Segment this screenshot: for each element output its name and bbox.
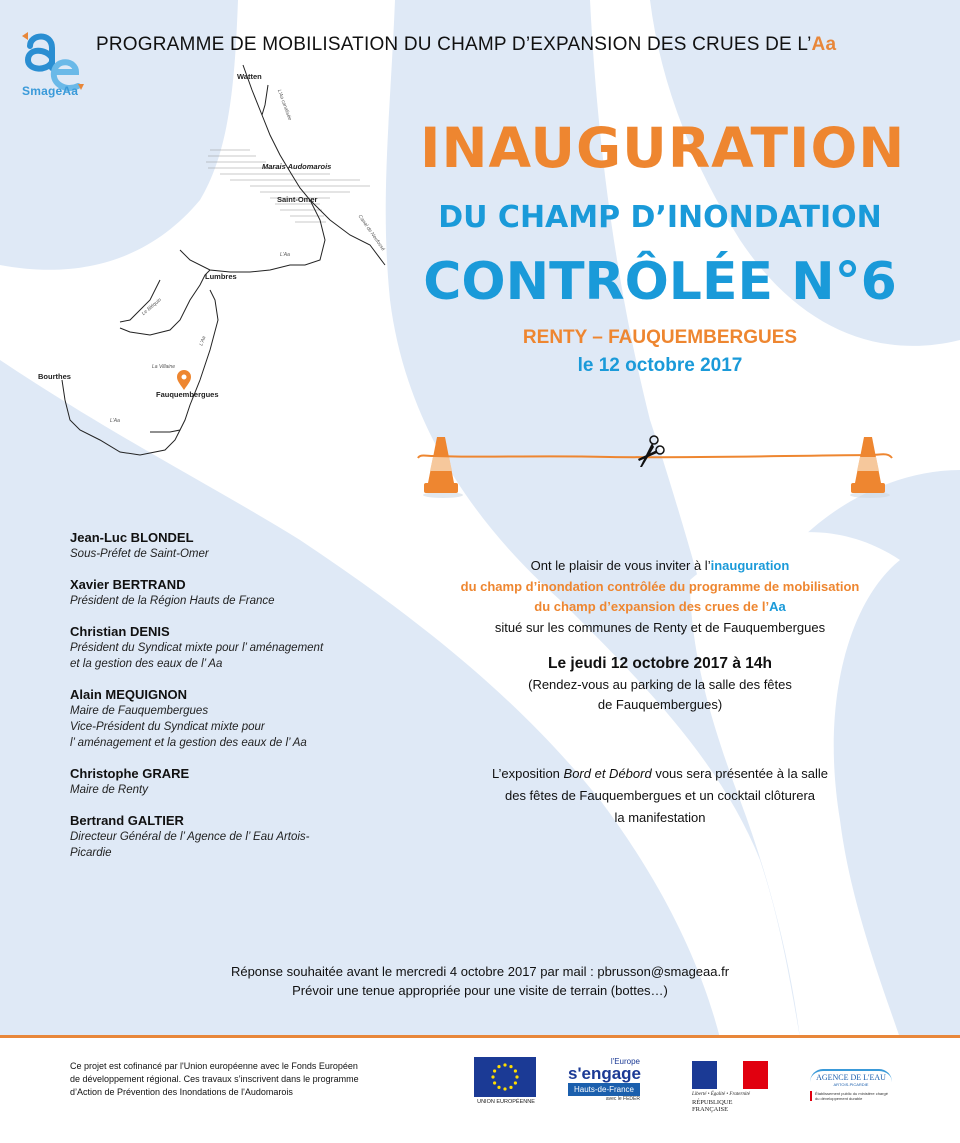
marianne-flag-icon — [692, 1061, 768, 1089]
eu-logo: UNION EUROPÉENNE — [474, 1057, 538, 1107]
map-label-bourthes: Bourthes — [38, 372, 71, 381]
official-item — [70, 530, 380, 562]
official-role: Sous-Préfet de Saint-Omer — [70, 548, 209, 560]
title-block — [420, 116, 906, 378]
title-accent-aa: Aa — [811, 34, 837, 55]
official-name: Jean-Luc BLONDEL — [70, 530, 194, 545]
map-label-laa-lower: L'Aa — [110, 418, 120, 424]
map-label-aa-canalisee: L'Aa canalisée — [275, 88, 293, 122]
map-label-canal-neufosse: Canal de Neufossé — [356, 213, 386, 253]
cofinancing-text: Ce projet est cofinancé par l'Union européenne avec le Fonds Européen de développement régional. Ces travaux s’inscrivent dans le programme d’Action de Prévention des Inondations de l'Audomarois — [70, 1061, 359, 1097]
official-role: Président du Syndicat mixte pour l’ aménagement — [70, 642, 324, 654]
map-label-fauquembergues: Fauquembergues — [156, 390, 219, 399]
exhibition-line-2: des fêtes de Fauquembergues et un cocktail clôturera — [504, 788, 815, 803]
official-role: l’ aménagement et la gestion des eaux de l’ Aa — [70, 737, 307, 749]
rsvp-block — [100, 962, 860, 1000]
traffic-cone-right-icon — [850, 437, 890, 498]
official-item — [70, 577, 380, 609]
title-date: le 12 octobre 2017 — [577, 355, 743, 376]
map-label-laa-upper: L'Aa — [280, 252, 290, 258]
official-name: Alain MEQUIGNON — [70, 687, 188, 702]
location-pin-icon — [176, 370, 192, 390]
logo-text: SmageAa — [22, 84, 79, 98]
exhibition-line-1: L’exposition Bord et Débord vous sera présentée à la salle — [491, 766, 829, 781]
map-label-blequin: Le Bléquin — [140, 297, 163, 317]
official-item — [70, 624, 380, 672]
official-role: Maire de Renty — [70, 784, 148, 796]
map-label-saint-omer: Saint-Omer — [277, 195, 318, 204]
map-label-marais: Marais Audomarois — [262, 162, 332, 171]
map-label-watten: Watten — [237, 72, 262, 81]
official-role: Maire de Fauquembergues — [70, 705, 209, 717]
rsvp-line: Réponse souhaitée avant le mercredi 4 octobre 2017 par mail : pbrusson@smageaa.fr — [230, 964, 730, 979]
ribbon-cutting-illustration — [410, 425, 900, 505]
title-inauguration: INAUGURATION — [420, 116, 906, 180]
meeting-point-line-2: de Fauquembergues) — [597, 697, 723, 712]
program-title: PROGRAMME DE MOBILISATION DU CHAMP D’EXPANSION DES CRUES DE L’Aa — [96, 34, 837, 55]
official-role: et la gestion des eaux de l’ Aa — [70, 658, 223, 670]
scissors-icon — [638, 436, 664, 467]
official-name: Christian DENIS — [70, 624, 170, 639]
traffic-cone-left-icon — [423, 437, 463, 498]
invite-line-3: du champ d’expansion des crues de l’Aa — [534, 599, 786, 614]
official-role: Président de la Région Hauts de France — [70, 595, 275, 607]
europe-hauts-de-france-logo: l'Europe s'engage Hauts-de-France avec le FEDER — [568, 1057, 642, 1102]
agence-de-l-eau-logo: AGENCE DE L'EAU ARTOIS-PICARDIE Établissement public du ministère chargé du développement durable — [810, 1069, 892, 1105]
officials-list — [70, 530, 380, 876]
invite-line-2: du champ d’inondation contrôlée du programme de mobilisation — [460, 578, 860, 594]
republique-francaise-logo: Liberté • Égalité • Fraternité RÉPUBLIQUE FRANÇAISE — [692, 1061, 768, 1109]
map-label-lumbres: Lumbres — [205, 272, 237, 281]
meeting-point-line-1: (Rendez-vous au parking de la salle des fêtes — [528, 677, 792, 692]
river-lines-icon — [30, 60, 410, 460]
event-datetime: Le jeudi 12 octobre 2017 à 14h — [548, 655, 772, 672]
exhibition-line-3: la manifestation — [614, 810, 706, 825]
official-item — [70, 687, 380, 751]
title-controlee: CONTRÔLÉE N°6 — [423, 252, 897, 312]
map-label-laa-mid: L'Aa — [198, 335, 208, 347]
title-location: RENTY – FAUQUEMBERGUES — [522, 327, 798, 348]
official-name: Xavier BERTRAND — [70, 577, 186, 592]
invitation-text — [420, 556, 900, 829]
official-item — [70, 813, 380, 861]
eu-flag-icon — [474, 1057, 536, 1097]
invite-line-1: Ont le plaisir de vous inviter à l’inauguration — [530, 558, 790, 573]
official-role: Directeur Général de l’ Agence de l’ Eau Artois- — [70, 831, 310, 843]
official-name: Christophe GRARE — [70, 766, 190, 781]
river-map — [30, 60, 410, 460]
official-item — [70, 766, 380, 798]
dress-code-line: Prévoir une tenue appropriée pour une visite de terrain (bottes…) — [292, 983, 668, 998]
map-label-la-vilaine: La Villaine — [152, 364, 175, 370]
official-role: Vice-Président du Syndicat mixte pour — [70, 721, 265, 733]
official-name: Bertrand GALTIER — [70, 813, 184, 828]
official-role: Picardie — [70, 847, 112, 859]
title-du-champ: DU CHAMP D’INONDATION — [438, 200, 882, 235]
invite-line-4: situé sur les communes de Renty et de Fauquembergues — [494, 619, 826, 635]
